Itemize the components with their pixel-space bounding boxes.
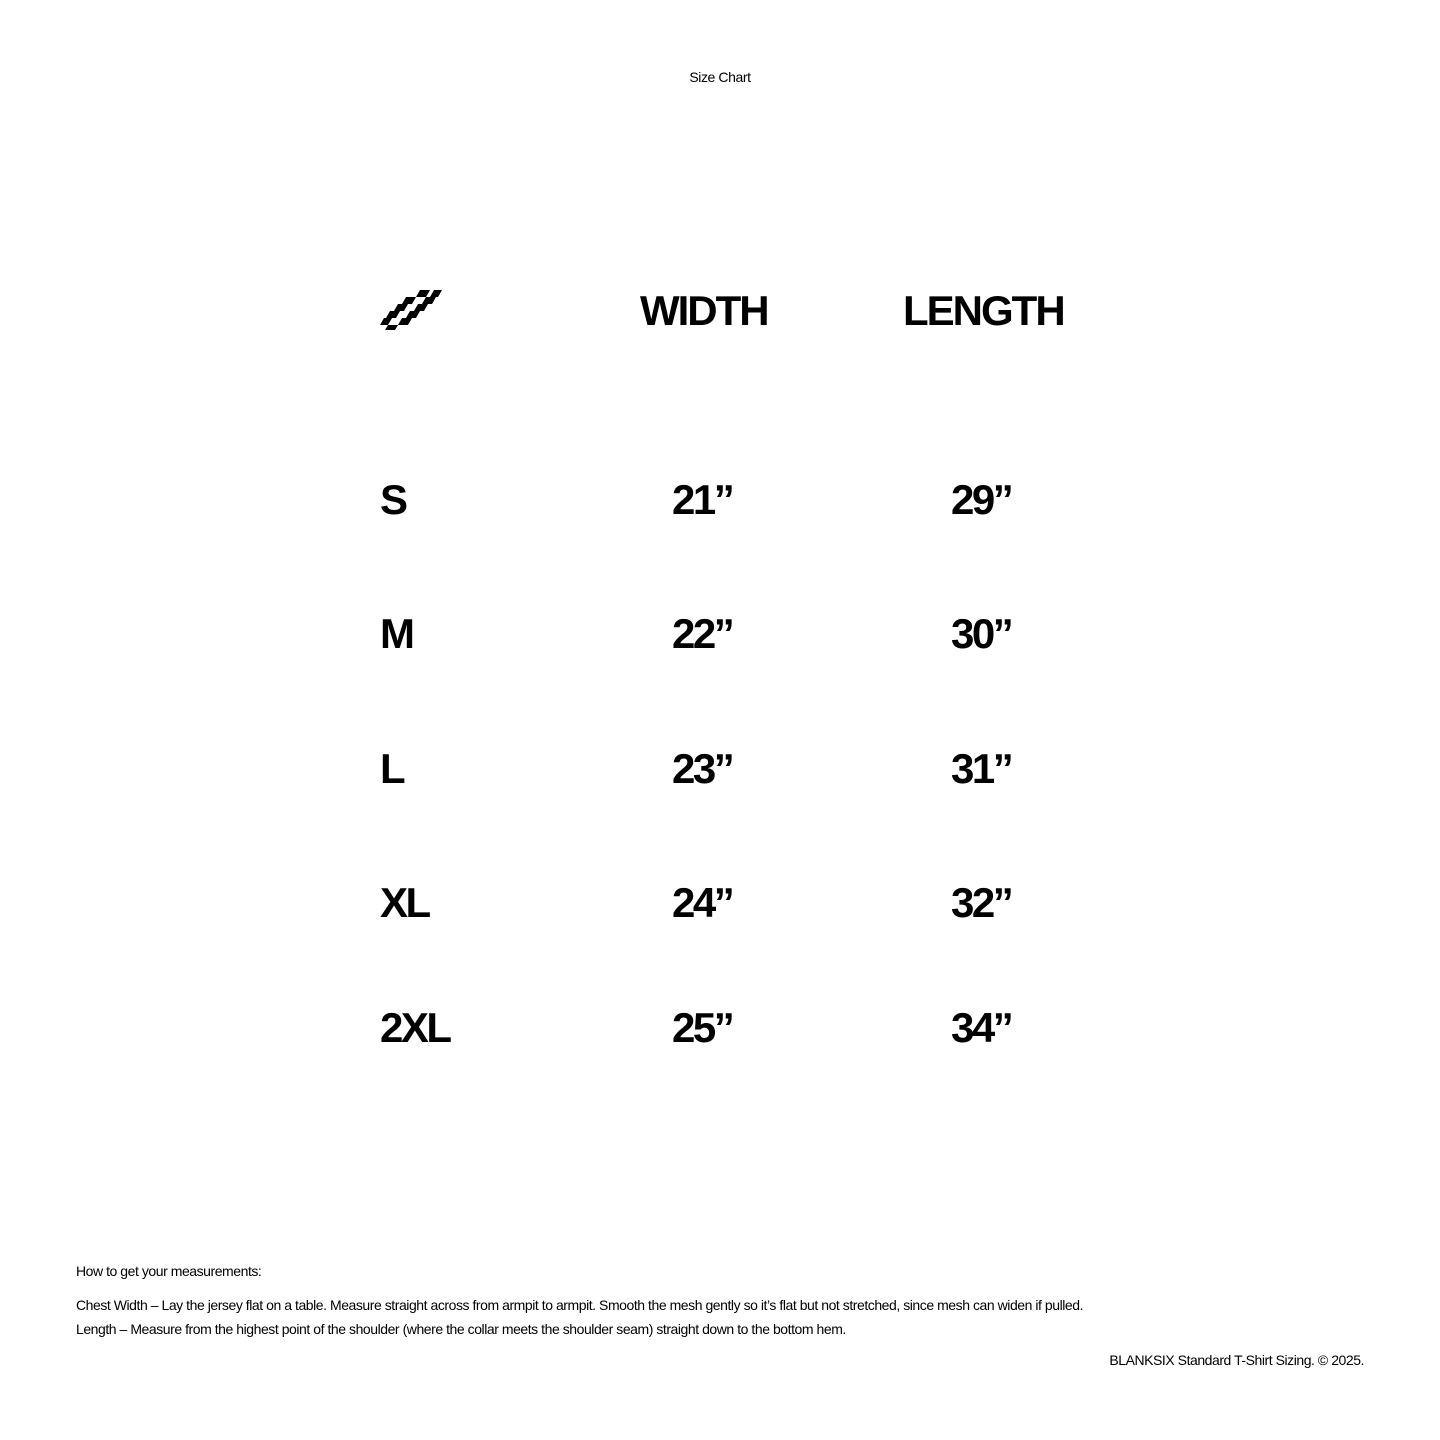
length-value: 34”: [951, 1004, 1012, 1051]
checkered-flag-icon: [380, 288, 444, 332]
length-value: 29”: [951, 476, 1012, 523]
width-value: 24”: [672, 879, 733, 926]
width-value: 25”: [672, 1004, 733, 1051]
width-value: 23”: [672, 745, 733, 792]
length-instruction: Length – Measure from the highest point of the shoulder (where the collar meets the shoulder seam) straight down to the bottom hem.: [76, 1321, 846, 1337]
size-row-s: [0, 476, 1440, 524]
chest-width-instruction: Chest Width – Lay the jersey flat on a table. Measure straight across from armpit to armpit. Smooth the mesh gently so it’s flat but not stretched, since mesh can widen if pulled.: [76, 1297, 1084, 1313]
length-value: 30”: [951, 610, 1012, 657]
size-row-2xl: [0, 1004, 1440, 1052]
size-row-m: [0, 610, 1440, 658]
size-label: S: [380, 476, 406, 523]
column-header-width: WIDTH: [640, 287, 768, 334]
column-header-length: LENGTH: [903, 287, 1064, 334]
size-label: M: [380, 610, 413, 657]
size-row-l: [0, 745, 1440, 793]
size-label: L: [380, 745, 404, 792]
length-value: 32”: [951, 879, 1012, 926]
width-value: 22”: [672, 610, 733, 657]
width-value: 21”: [672, 476, 733, 523]
instructions-heading: How to get your measurements:: [76, 1263, 262, 1279]
size-row-xl: [0, 879, 1440, 927]
page-title: Size Chart: [689, 69, 751, 85]
length-value: 31”: [951, 745, 1012, 792]
measurement-instructions: [76, 1261, 1376, 1343]
size-label: 2XL: [380, 1004, 450, 1051]
footer-copyright: BLANKSIX Standard T-Shirt Sizing. © 2025.: [1109, 1352, 1364, 1368]
size-label: XL: [380, 879, 429, 926]
